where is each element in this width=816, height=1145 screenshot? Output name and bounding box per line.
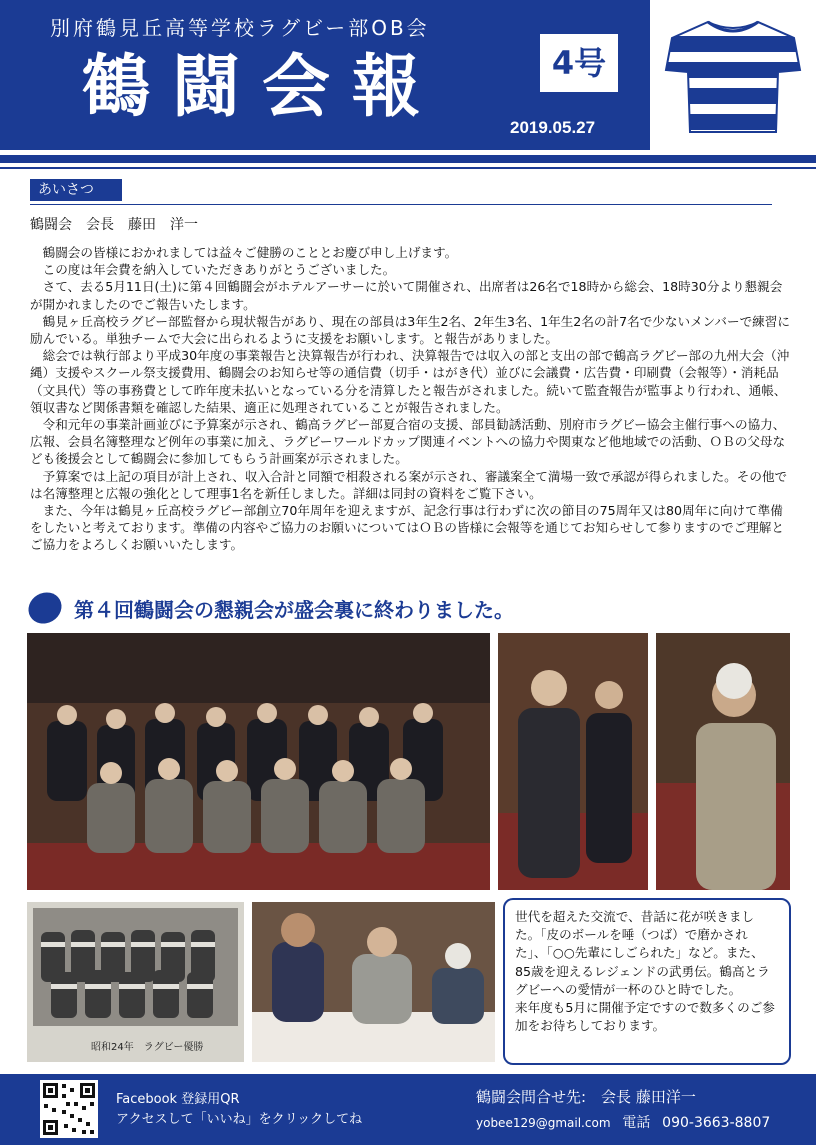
greeting-paragraph: 鶴闘会の皆様におかれましては益々ご健勝のこととお慶び申し上げます。	[42, 245, 458, 260]
phone-number[interactable]: 090-3663-8807	[662, 1115, 771, 1131]
header-rule-thin	[0, 167, 816, 169]
greeting-paragraph: この度は年会費を納入していただきありがとうございました。	[42, 262, 396, 278]
section-heading	[28, 590, 788, 630]
event-comment-text: 世代を超えた交流で、昔話に花が咲きました。「皮のボールを唾（つば）で磨かされた」、「○○先輩にしごられた」など。また、85歳を迎えるレジェンドの武勇伝。鶴高とラグビーへの愛情が一杯のひと時でした。	[515, 909, 770, 997]
header-rule	[0, 155, 816, 163]
greeting-paragraph: 予算案では上記の項目が計上され、収入合計と同額で相殺される案が示され、審議案全て満場一致で承認が得られました。その他では名簿整理と広報の強化として理事1名を新任しました。詳細は同封の資料をご覧下さい。	[30, 468, 788, 501]
footer	[0, 1074, 816, 1145]
historic-photo-caption: 昭和24年 ラグビー優勝	[91, 1042, 204, 1053]
greeting-body	[30, 244, 790, 554]
speaker-photo	[498, 633, 648, 890]
greeting-author: 鶴闘会 会長 藤田 洋一	[30, 217, 198, 233]
historic-team-photo	[27, 902, 244, 1062]
issue-number: 4号	[540, 34, 618, 92]
greeting-paragraph: さて、去る5月11日(土)に第４回鶴闘会がホテルアーサーに於いて開催され、出席者は26名で18時から総会、18時30分より懇親会が開かれましたのでご報告いたします。	[30, 279, 783, 312]
facebook-qr-code[interactable]	[40, 1080, 98, 1138]
phone-label: 電話	[622, 1115, 651, 1131]
contact-email[interactable]: yobee129@gmail.com	[476, 1116, 611, 1130]
greeting-paragraph: 鶴見ヶ丘高校ラグビー部監督から現状報告があり、現在の部員は3年生2名、2年生3名、1年生2名の計7名で少ないメンバーで練習に励んでいる。単独チームで大会に出られるように支援をお願いします。と報告がありました。	[30, 313, 790, 347]
masthead-subtitle: 別府鶴見丘高等学校ラグビー部OB会	[50, 16, 430, 40]
contact-details	[476, 1112, 770, 1132]
greeting-divider	[30, 204, 772, 205]
rugby-jersey-icon	[650, 0, 816, 150]
newsletter-title: 鶴闘会報	[82, 48, 443, 127]
oval-bullet-icon	[23, 587, 67, 630]
issue-date: 2019.05.27	[510, 118, 596, 137]
facebook-qr-label: Facebook 登録用QR	[116, 1092, 240, 1107]
greeting-paragraph: 総会では執行部より平成30年度の事業報告と決算報告が行われ、決算報告では収入の部と支出の部で鶴高ラグビー部の九州大会（沖縄）支援やスクール祭支援費用、鶴闘会のお知らせ等の通信費（切手・はがき代）並びに会議費・広告費・印刷費（会報等）・消耗品（文具代）等の事務費として昨年度未払いとなっている分を清算したと報告がされました。続いて監査報告が監事より行われ、通帳、領収書など関係書類を確認した結果、適正に処理されていることが報告されました。	[30, 348, 790, 415]
event-comment-box	[503, 898, 791, 1065]
toast-photo	[656, 633, 790, 890]
greeting-label: あいさつ	[30, 179, 122, 201]
event-comment-text: 来年度も5月に開催予定ですので数多くのご参加をお待ちしております。	[515, 1000, 775, 1034]
section-title: 第４回鶴闘会の懇親会が盛会裏に終わりました。	[74, 598, 514, 622]
facebook-like-prompt: アクセスして「いいね」をクリックしてね	[116, 1112, 363, 1127]
greeting-paragraph: また、今年は鶴見ヶ丘高校ラグビー部創立70年周年を迎えますが、記念行事は行わずに次の節目の75周年又は80周年に向けて準備をしたいと考えております。準備の内容やご協力のお願いについてはＯＢの皆様に会報等を通じてお知らせして参りますのでご理解とご協力をよろしくお願いいたします。	[30, 503, 784, 553]
contact-name: 鶴闘会問合せ先: 会長 藤田洋一	[476, 1088, 696, 1106]
greeting-paragraph: 令和元年の事業計画並びに予算案が示され、鶴高ラグビー部夏合宿の支援、部員勧誘活動、別府市ラグビー協会主催行事への協力、広報、会員名簿整理など例年の事業に加え、ラグビーワールドカップ関連イベントへの協力や関東など他地域での活動、ＯＢの父母なども後援会として鶴闘会に参加してもらう計画案が示されました。	[30, 417, 786, 467]
group-photo	[27, 633, 490, 890]
table-photo	[252, 902, 495, 1062]
